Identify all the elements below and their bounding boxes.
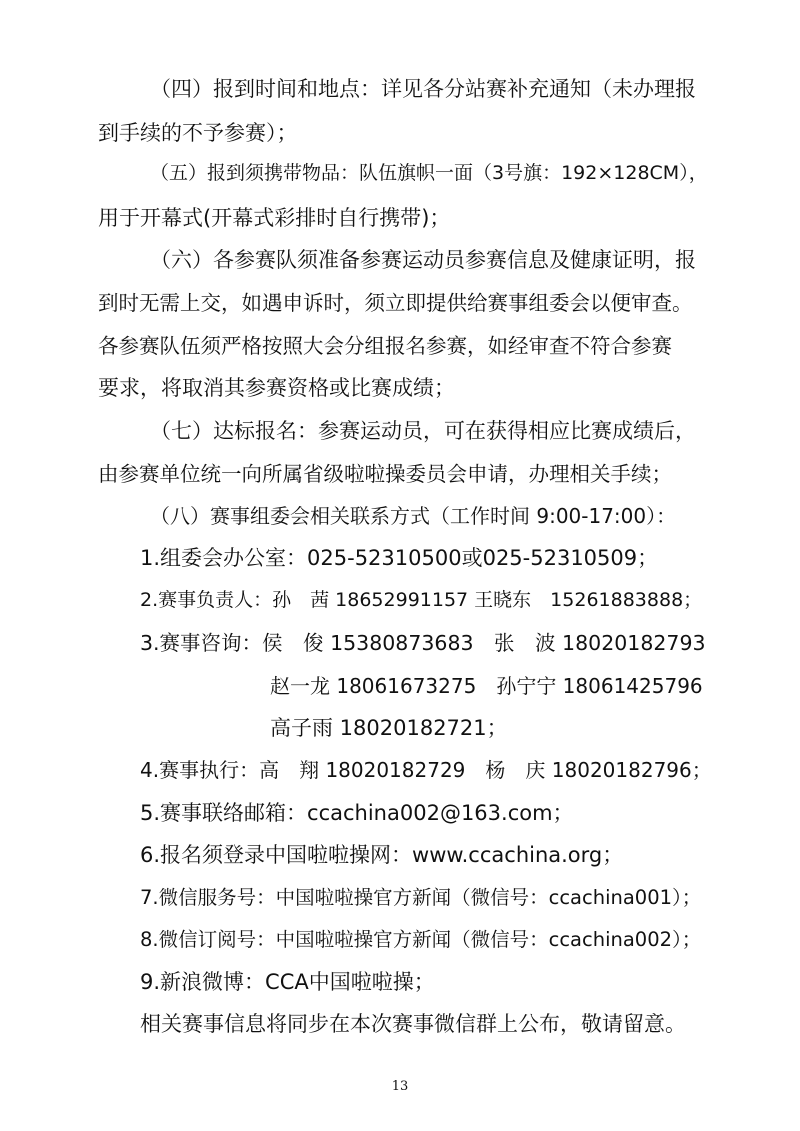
text-line-20: 7.微信服务号：中国啦啦操官方新闻（微信号：ccachina001）； (140, 886, 702, 909)
text-line-16: 高子雨 18020182721； (270, 716, 508, 740)
text-line-8: 要求，将取消其参赛资格或比赛成绩； (98, 376, 455, 400)
text-line-18: 5.赛事联络邮箱：ccachina002@163.com； (140, 801, 574, 825)
text-line-2: 到手续的不予参赛）； (98, 121, 298, 145)
text-line-13: 2.赛事负责人：孙 茜 18652991157 王晓东 15261883888； (140, 589, 703, 611)
text-line-3: （五）报到须携带物品：队伍旗帜一面（3号旗：192×128CM）， (150, 162, 708, 184)
text-line-5: （六）各参赛队须准备参赛运动员参赛信息及健康证明，报 (150, 248, 696, 272)
text-line-7: 各参赛队伍须严格按照大会分组报名参赛，如经审查不符合参赛 (98, 334, 672, 358)
text-line-17: 4.赛事执行：高 翔 18020182729 杨 庆 18020182796； (140, 758, 712, 782)
text-line-6: 到时无需上交，如遇申诉时，须立即提供给赛事组委会以便审查。 (98, 291, 693, 315)
text-line-9: （七）达标报名：参赛运动员，可在获得相应比赛成绩后， (150, 419, 696, 443)
text-line-21: 8.微信订阅号：中国啦啦操官方新闻（微信号：ccachina002）； (140, 928, 702, 951)
text-line-22: 9.新浪微博：CCA中国啦啦操； (140, 970, 435, 994)
text-line-19: 6.报名须登录中国啦啦操网：www.ccachina.org； (140, 843, 624, 867)
text-line-1: （四）报到时间和地点：详见各分站赛补充通知（未办理报 (150, 77, 696, 101)
page-number: 13 (391, 1079, 409, 1094)
text-line-14: 3.赛事咨询：侯 俊 15380873683 张 波 18020182793 (140, 631, 706, 655)
text-line-4: 用于开幕式(开幕式彩排时自行携带)； (98, 206, 451, 230)
text-line-23: 相关赛事信息将同步在本次赛事微信群上公布，敬请留意。 (140, 1012, 686, 1036)
text-line-10: 由参赛单位统一向所属省级啦啦操委员会申请，办理相关手续； (98, 462, 672, 486)
text-line-15: 赵一龙 18061673275 孙宁宁 18061425796 (270, 674, 703, 698)
text-line-11: （八）赛事组委会相关联系方式（工作时间 9:00-17:00）： (150, 504, 677, 528)
text-line-12: 1.组委会办公室：025-52310500或025-52310509； (140, 546, 659, 570)
